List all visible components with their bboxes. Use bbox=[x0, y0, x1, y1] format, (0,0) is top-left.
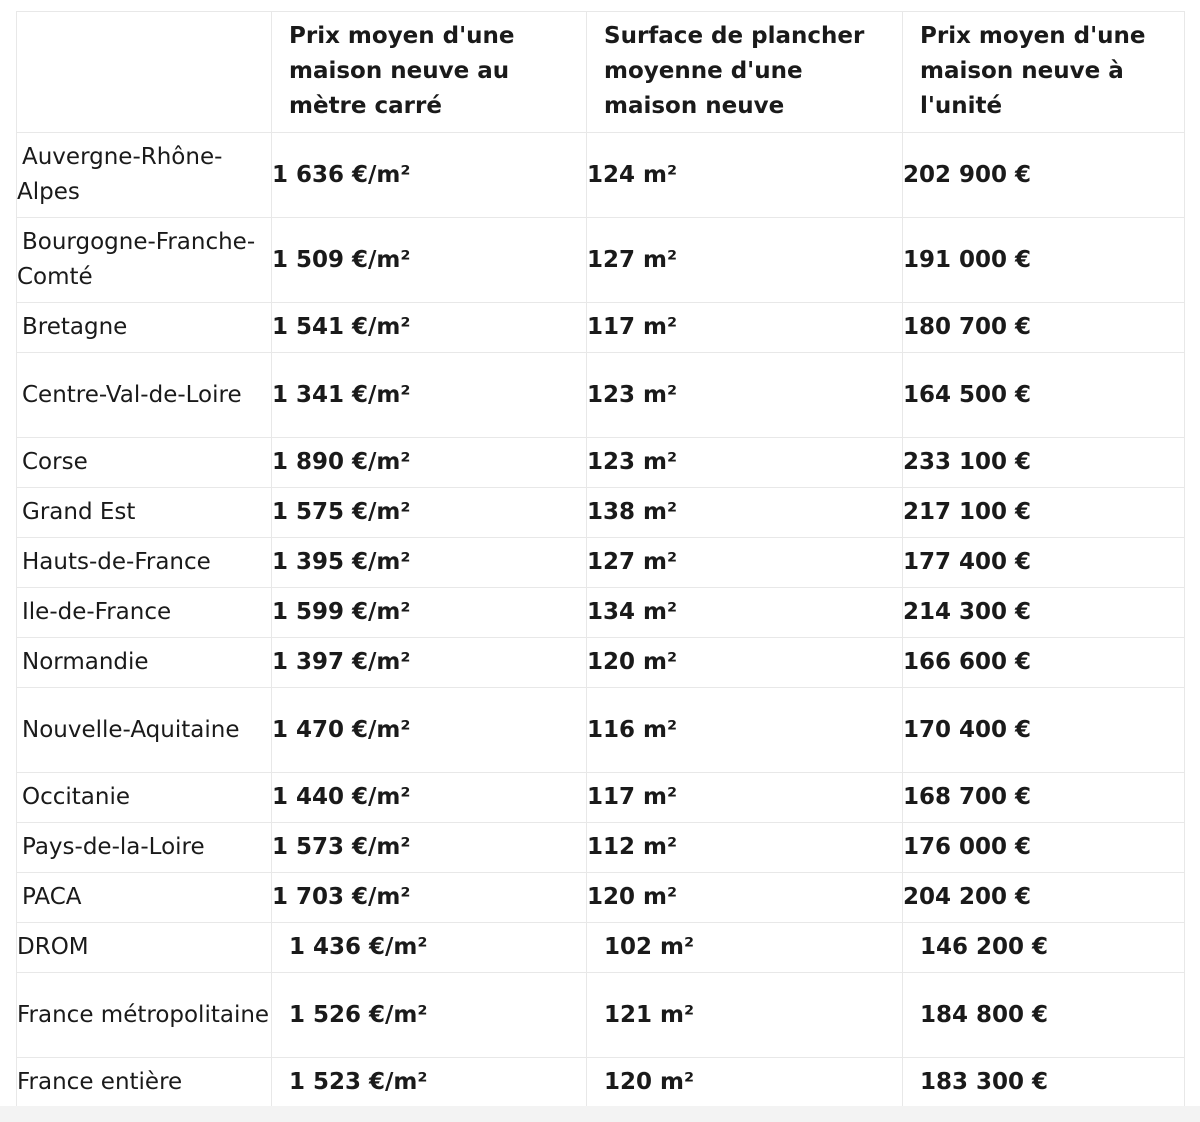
region-cell bbox=[17, 438, 272, 488]
surface-cell: 120 m² bbox=[587, 873, 903, 923]
prix-unite-cell: 146 200 € bbox=[903, 923, 1185, 973]
prix-unite-cell: 166 600 € bbox=[903, 638, 1185, 688]
table-row bbox=[17, 218, 1185, 303]
prix-unite-cell: 202 900 € bbox=[903, 133, 1185, 218]
table-row bbox=[17, 973, 1185, 1058]
header-surface: Surface de plancher moyenne d'une maison neuve bbox=[587, 12, 903, 133]
region-label: Auvergne-Rhône-Alpes bbox=[17, 144, 223, 205]
prix-m2-cell: 1 509 €/m² bbox=[272, 218, 587, 303]
surface-cell: 123 m² bbox=[587, 353, 903, 438]
prix-unite-cell: 233 100 € bbox=[903, 438, 1185, 488]
prix-m2-cell: 1 397 €/m² bbox=[272, 638, 587, 688]
surface-cell: 117 m² bbox=[587, 303, 903, 353]
region-cell bbox=[17, 1058, 272, 1108]
prix-m2-cell: 1 890 €/m² bbox=[272, 438, 587, 488]
table-row bbox=[17, 1058, 1185, 1108]
prix-m2-cell: 1 526 €/m² bbox=[272, 973, 587, 1058]
table-row bbox=[17, 873, 1185, 923]
table-row bbox=[17, 688, 1185, 773]
region-cell bbox=[17, 873, 272, 923]
region-cell bbox=[17, 973, 272, 1058]
surface-cell: 138 m² bbox=[587, 488, 903, 538]
surface-cell: 102 m² bbox=[587, 923, 903, 973]
table-row bbox=[17, 823, 1185, 873]
price-table bbox=[16, 11, 1185, 1108]
region-cell bbox=[17, 638, 272, 688]
prix-m2-cell: 1 470 €/m² bbox=[272, 688, 587, 773]
table-row bbox=[17, 923, 1185, 973]
region-cell bbox=[17, 218, 272, 303]
prix-m2-cell: 1 341 €/m² bbox=[272, 353, 587, 438]
prix-m2-cell: 1 575 €/m² bbox=[272, 488, 587, 538]
prix-m2-cell: 1 636 €/m² bbox=[272, 133, 587, 218]
surface-cell: 120 m² bbox=[587, 638, 903, 688]
header-prix-m2: Prix moyen d'une maison neuve au mètre carré bbox=[272, 12, 587, 133]
table-row bbox=[17, 588, 1185, 638]
surface-cell: 124 m² bbox=[587, 133, 903, 218]
prix-m2-cell: 1 523 €/m² bbox=[272, 1058, 587, 1108]
region-cell bbox=[17, 353, 272, 438]
table-row bbox=[17, 538, 1185, 588]
region-cell bbox=[17, 538, 272, 588]
region-cell bbox=[17, 688, 272, 773]
prix-m2-cell: 1 541 €/m² bbox=[272, 303, 587, 353]
surface-cell: 121 m² bbox=[587, 973, 903, 1058]
prix-m2-cell: 1 599 €/m² bbox=[272, 588, 587, 638]
prix-m2-cell: 1 440 €/m² bbox=[272, 773, 587, 823]
prix-unite-cell: 164 500 € bbox=[903, 353, 1185, 438]
table-row bbox=[17, 773, 1185, 823]
prix-m2-cell: 1 573 €/m² bbox=[272, 823, 587, 873]
prix-unite-cell: 176 000 € bbox=[903, 823, 1185, 873]
prix-m2-cell: 1 703 €/m² bbox=[272, 873, 587, 923]
region-label: Bretagne bbox=[22, 314, 128, 340]
prix-unite-cell: 170 400 € bbox=[903, 688, 1185, 773]
prix-m2-cell: 1 436 €/m² bbox=[272, 923, 587, 973]
region-label: France entière bbox=[17, 1069, 183, 1095]
region-label: Ile-de-France bbox=[22, 599, 172, 625]
region-label: Hauts-de-France bbox=[22, 549, 211, 575]
region-cell bbox=[17, 588, 272, 638]
region-label: France métropolitaine bbox=[17, 1001, 270, 1028]
bottom-band bbox=[0, 1106, 1200, 1122]
region-label: Nouvelle-Aquitaine bbox=[22, 716, 240, 743]
prix-unite-cell: 191 000 € bbox=[903, 218, 1185, 303]
surface-cell: 123 m² bbox=[587, 438, 903, 488]
table-row bbox=[17, 353, 1185, 438]
surface-cell: 120 m² bbox=[587, 1058, 903, 1108]
region-label: Corse bbox=[22, 449, 88, 475]
prix-unite-cell: 180 700 € bbox=[903, 303, 1185, 353]
region-label: PACA bbox=[22, 884, 82, 910]
header-prix-unite: Prix moyen d'une maison neuve à l'unité bbox=[903, 12, 1185, 133]
table-row bbox=[17, 488, 1185, 538]
table-row bbox=[17, 303, 1185, 353]
table-row bbox=[17, 438, 1185, 488]
table-row bbox=[17, 638, 1185, 688]
region-cell bbox=[17, 773, 272, 823]
prix-unite-cell: 217 100 € bbox=[903, 488, 1185, 538]
surface-cell: 127 m² bbox=[587, 218, 903, 303]
region-cell bbox=[17, 823, 272, 873]
surface-cell: 117 m² bbox=[587, 773, 903, 823]
prix-unite-cell: 214 300 € bbox=[903, 588, 1185, 638]
region-label: Normandie bbox=[22, 649, 149, 675]
region-cell bbox=[17, 488, 272, 538]
region-cell bbox=[17, 923, 272, 973]
region-label: Grand Est bbox=[22, 499, 136, 525]
prix-unite-cell: 168 700 € bbox=[903, 773, 1185, 823]
prix-unite-cell: 177 400 € bbox=[903, 538, 1185, 588]
region-label: DROM bbox=[17, 934, 89, 960]
table-header-row bbox=[17, 12, 1185, 133]
region-label: Pays-de-la-Loire bbox=[22, 834, 205, 860]
header-region bbox=[17, 12, 272, 133]
surface-cell: 112 m² bbox=[587, 823, 903, 873]
surface-cell: 127 m² bbox=[587, 538, 903, 588]
region-label: Occitanie bbox=[22, 784, 131, 810]
prix-unite-cell: 183 300 € bbox=[903, 1058, 1185, 1108]
region-label: Centre-Val-de-Loire bbox=[22, 381, 242, 408]
region-cell bbox=[17, 133, 272, 218]
prix-unite-cell: 184 800 € bbox=[903, 973, 1185, 1058]
surface-cell: 134 m² bbox=[587, 588, 903, 638]
prix-m2-cell: 1 395 €/m² bbox=[272, 538, 587, 588]
surface-cell: 116 m² bbox=[587, 688, 903, 773]
table-row bbox=[17, 133, 1185, 218]
region-label: Bourgogne-Franche-Comté bbox=[17, 229, 256, 290]
region-cell bbox=[17, 303, 272, 353]
prix-unite-cell: 204 200 € bbox=[903, 873, 1185, 923]
